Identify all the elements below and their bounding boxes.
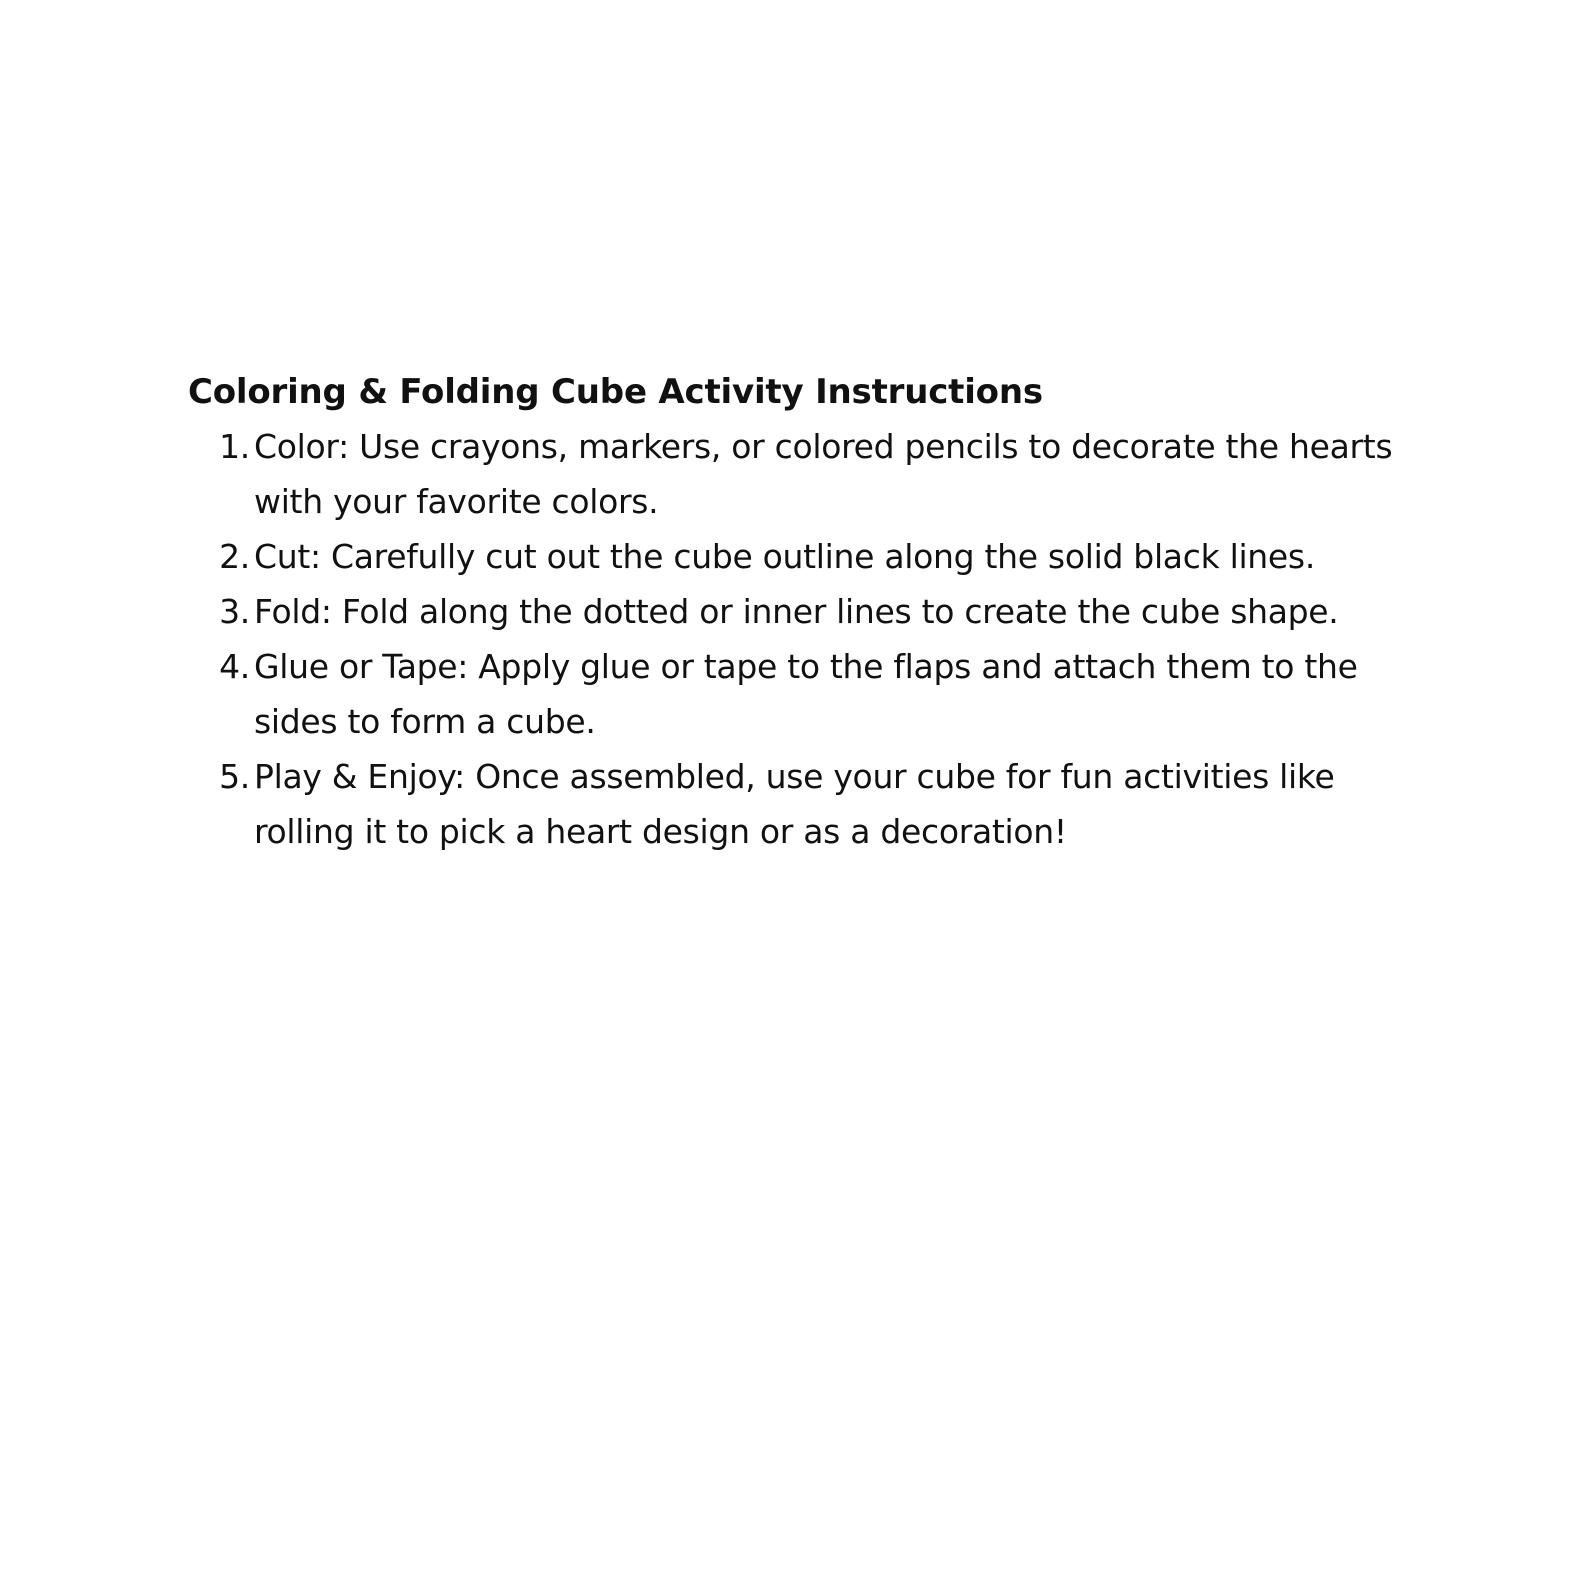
step-item-5 [188, 749, 1428, 859]
step-text: Cut: Carefully cut out the cube outline along the solid black lines. [254, 537, 1316, 576]
step-item-3 [188, 584, 1428, 639]
step-text: Color: Use crayons, markers, or colored pencils to decorate the hearts with your favorite colors. [254, 427, 1393, 521]
step-number: 2. [219, 537, 250, 576]
step-item-4 [188, 639, 1428, 749]
step-number: 5. [219, 757, 250, 796]
steps-list [188, 419, 1428, 859]
step-item-1 [188, 419, 1428, 529]
step-text: Play & Enjoy: Once assembled, use your cube for fun activities like rolling it to pick a heart design or as a decoration! [254, 757, 1335, 851]
instructions-section [188, 365, 1428, 859]
step-number: 4. [219, 647, 250, 686]
step-text: Fold: Fold along the dotted or inner lines to create the cube shape. [254, 592, 1339, 631]
step-number: 1. [219, 427, 250, 466]
step-text: Glue or Tape: Apply glue or tape to the flaps and attach them to the sides to form a cube. [254, 647, 1358, 741]
instructions-title: Coloring & Folding Cube Activity Instructions [188, 372, 1043, 412]
step-number: 3. [219, 592, 250, 631]
step-item-2 [188, 529, 1428, 584]
